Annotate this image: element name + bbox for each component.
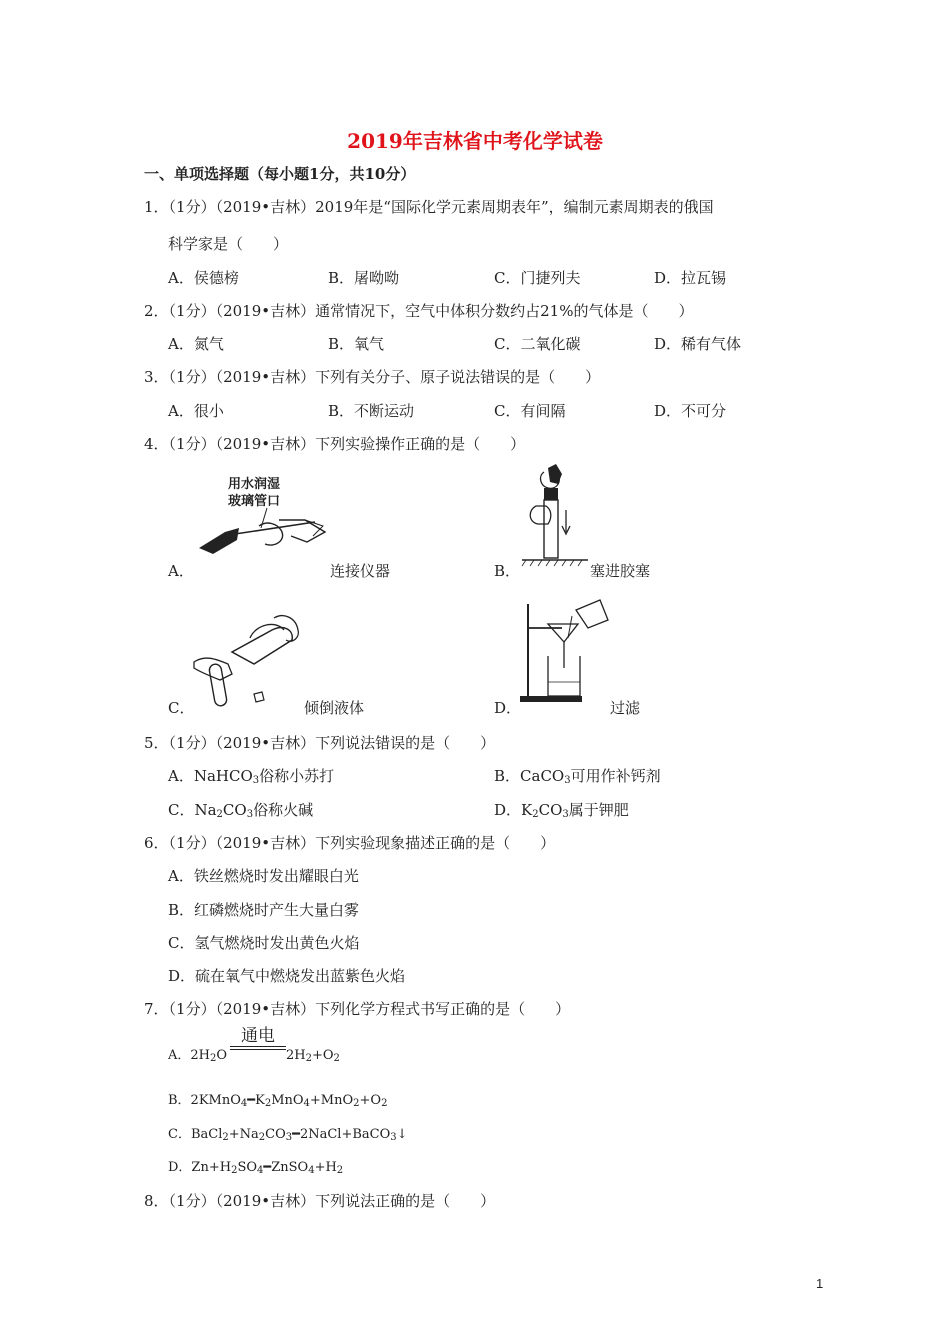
q2-option-c: C．二氧化碳 <box>494 335 581 353</box>
q3-option-c: C．有间隔 <box>494 402 566 420</box>
section-heading: 一、单项选择题（每小题1分，共10分） <box>144 165 416 183</box>
condition-label: 通电 <box>241 1026 275 1045</box>
q6-option-a: A．铁丝燃烧时发出耀眼白光 <box>168 867 359 885</box>
q2-option-d: D．稀有气体 <box>654 335 742 353</box>
q6-option-b: B．红磷燃烧时产生大量白雾 <box>168 901 360 919</box>
q5-option-d: D．$K_2CO_3$属于钾肥 <box>494 801 629 820</box>
page-number: 1 <box>816 1276 824 1291</box>
q7-option-a-right: $2H_2+O_2$ <box>286 1048 340 1064</box>
figure-filtration <box>518 598 610 710</box>
question-7-stem: 7．（1分）（2019•吉林）下列化学方程式书写正确的是（ ） <box>144 1000 571 1018</box>
question-6-stem: 6．（1分）（2019•吉林）下列实验现象描述正确的是（ ） <box>144 834 556 852</box>
question-1-stem-cont: 科学家是（ ） <box>168 235 289 253</box>
question-1-stem: 1．（1分）（2019•吉林）2019年是“国际化学元素周期表年”，编制元素周期表的俄国 <box>144 198 714 216</box>
q1-option-d: D．拉瓦锡 <box>654 269 727 287</box>
q3-option-b: B．不断运动 <box>328 402 415 420</box>
question-2-stem: 2．（1分）（2019•吉林）通常情况下，空气中体积分数约占21%的气体是（ ） <box>144 302 694 320</box>
q4-option-a-caption: 连接仪器 <box>330 562 391 580</box>
q7-reaction-condition <box>230 1027 286 1050</box>
q1-option-c: C．门捷列夫 <box>494 269 581 287</box>
figure-label-1: 用水润湿 <box>228 476 281 491</box>
q7-option-d: D．$Zn+H_2SO_4━ZnSO_4+H_2$ <box>168 1160 344 1176</box>
question-5-stem: 5．（1分）（2019•吉林）下列说法错误的是（ ） <box>144 734 496 752</box>
q4-option-b-caption: 塞进胶塞 <box>590 562 651 580</box>
question-8-stem: 8．（1分）（2019•吉林）下列说法正确的是（ ） <box>144 1192 496 1210</box>
figure-insert-stopper <box>518 462 590 572</box>
question-3-stem: 3．（1分）（2019•吉林）下列有关分子、原子说法错误的是（ ） <box>144 368 601 386</box>
q4-option-c-letter: C． <box>168 699 195 717</box>
figure-pour-liquid <box>192 608 304 708</box>
q3-option-d: D．不可分 <box>654 402 727 420</box>
q4-option-b-letter: B． <box>494 562 521 580</box>
q5-option-c: C．$Na_2CO_3$俗称火碱 <box>168 801 314 820</box>
q5-option-b: B．CaCO$_3$可用作补钙剂 <box>494 767 661 786</box>
q4-option-d-letter: D． <box>494 699 522 717</box>
q6-option-d: D．硫在氧气中燃烧发出蓝紫色火焰 <box>168 967 406 985</box>
question-4-stem: 4．（1分）（2019•吉林）下列实验操作正确的是（ ） <box>144 435 526 453</box>
q7-option-b: B．$2KMnO_4━K_2MnO_4+MnO_2+O_2$ <box>168 1093 388 1109</box>
figure-label-2: 玻璃管口 <box>228 493 281 508</box>
q1-option-b: B．屠呦呦 <box>328 269 400 287</box>
q5-option-a: A．NaHCO$_3$俗称小苏打 <box>168 767 335 786</box>
equals-bar <box>230 1046 286 1050</box>
q4-option-d-caption: 过滤 <box>610 699 641 717</box>
q2-option-b: B．氧气 <box>328 335 385 353</box>
q4-option-c-caption: 倾倒液体 <box>304 699 365 717</box>
q4-option-a-letter: A． <box>168 562 194 580</box>
q3-option-a: A．很小 <box>168 402 224 420</box>
figure-connect-instruments <box>195 470 330 570</box>
q6-option-c: C．氢气燃烧时发出黄色火焰 <box>168 934 360 952</box>
q7-option-a-left: A．$2H_2O$ <box>168 1048 228 1064</box>
page-title: 2019年吉林省中考化学试卷 <box>347 129 603 153</box>
q1-option-a: A．侯德榜 <box>168 269 239 287</box>
q7-option-c: C．$BaCl_2+Na_2CO_3━2NaCl+BaCO_3↓$ <box>168 1127 408 1143</box>
q2-option-a: A．氮气 <box>168 335 224 353</box>
